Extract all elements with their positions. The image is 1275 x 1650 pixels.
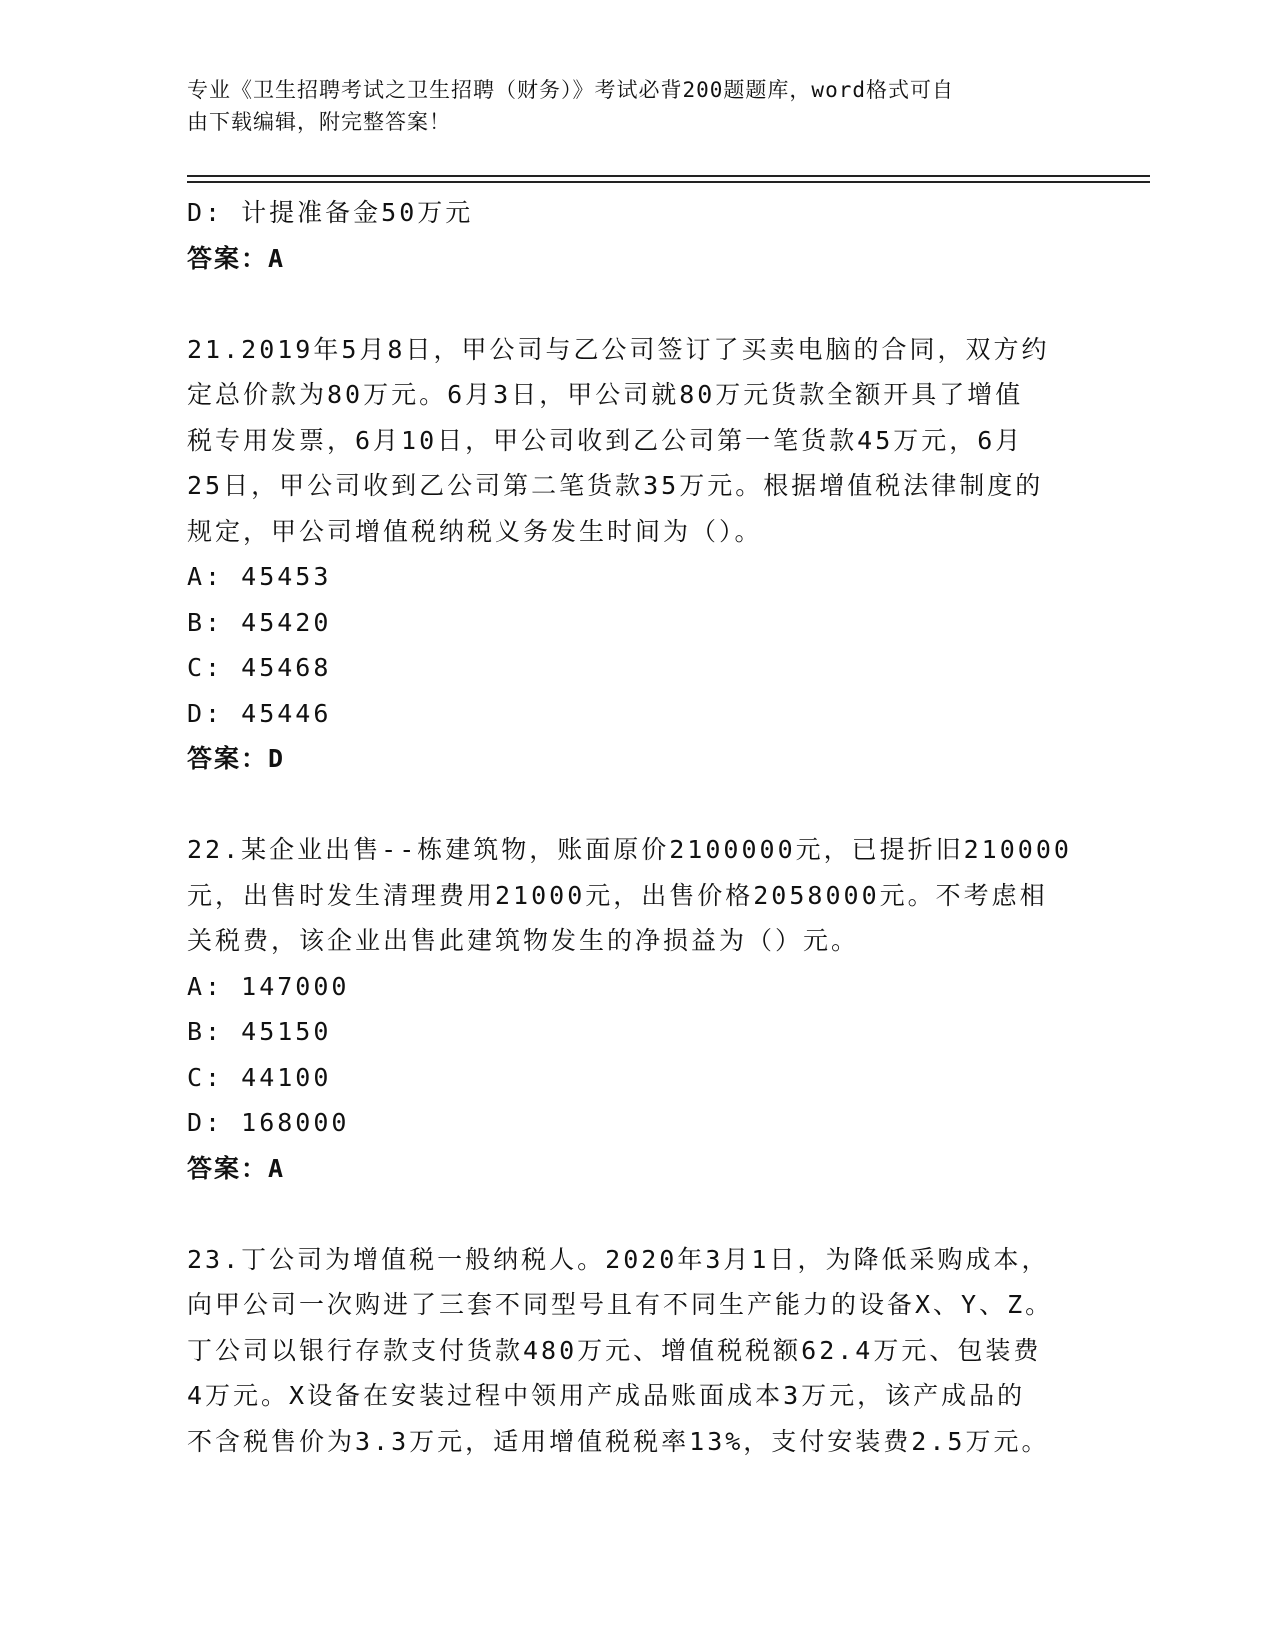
spacer — [187, 281, 1087, 327]
question-text-line: 4万元。X设备在安装过程中领用产成品账面成本3万元，该产成品的 — [187, 1381, 1026, 1410]
option-b: B: 45150 — [187, 1017, 332, 1046]
header-line-2: 由下载编辑，附完整答案！ — [187, 110, 451, 134]
question-text-line: 25日，甲公司收到乙公司第二笔货款35万元。根据增值税法律制度的 — [187, 471, 1044, 500]
option-a: A: 45453 — [187, 562, 332, 591]
question-22 — [187, 827, 1087, 1191]
document-header — [187, 74, 1067, 138]
spacer — [187, 782, 1087, 828]
question-text-line: 21.2019年5月8日，甲公司与乙公司签订了买卖电脑的合同，双方约 — [187, 334, 1050, 364]
option-a: A: 147000 — [187, 971, 350, 1001]
question-21 — [187, 327, 1087, 782]
option-b: B: 45420 — [187, 607, 332, 637]
option-c: C: 45468 — [187, 653, 332, 682]
header-divider-top — [187, 175, 1150, 177]
option-d: D: 计提准备金50万元 — [187, 198, 474, 227]
spacer — [187, 1191, 1087, 1237]
question-text-line: 规定，甲公司增值税纳税义务发生时间为（）。 — [187, 516, 763, 546]
question-text-line: 22.某企业出售--栋建筑物，账面原价2100000元，已提折旧210000 — [187, 835, 1072, 864]
option-c: C: 44100 — [187, 1062, 332, 1092]
document-body — [187, 190, 1087, 1464]
header-divider-bottom — [187, 181, 1150, 183]
question-text-line: 税专用发票，6月10日，甲公司收到乙公司第一笔货款45万元，6月 — [187, 425, 1024, 455]
option-d: D: 168000 — [187, 1108, 350, 1137]
header-line-1: 专业《卫生招聘考试之卫生招聘（财务）》考试必背200题题库，word格式可自 — [187, 78, 954, 102]
question-23 — [187, 1237, 1087, 1465]
question-text-line: 定总价款为80万元。6月3日，甲公司就80万元货款全额开具了增值 — [187, 380, 1024, 409]
question-text-line: 丁公司以银行存款支付货款480万元、增值税税额62.4万元、包装费 — [187, 1335, 1042, 1365]
previous-question-tail — [187, 190, 1087, 281]
answer-line: 答案：A — [187, 243, 286, 273]
question-text-line: 23.丁公司为增值税一般纳税人。2020年3月1日，为降低采购成本， — [187, 1244, 1050, 1274]
answer-line: 答案：D — [187, 744, 286, 773]
question-text-line: 不含税售价为3.3万元，适用增值税税率13%，支付安装费2.5万元。 — [187, 1426, 1050, 1456]
answer-line: 答案：A — [187, 1153, 286, 1183]
question-text-line: 向甲公司一次购进了三套不同型号且有不同生产能力的设备X、Y、Z。 — [187, 1290, 1054, 1319]
question-text-line: 元，出售时发生清理费用21000元，出售价格2058000元。不考虑相 — [187, 880, 1048, 910]
option-d: D: 45446 — [187, 698, 332, 728]
question-text-line: 关税费，该企业出售此建筑物发生的净损益为（）元。 — [187, 926, 860, 955]
